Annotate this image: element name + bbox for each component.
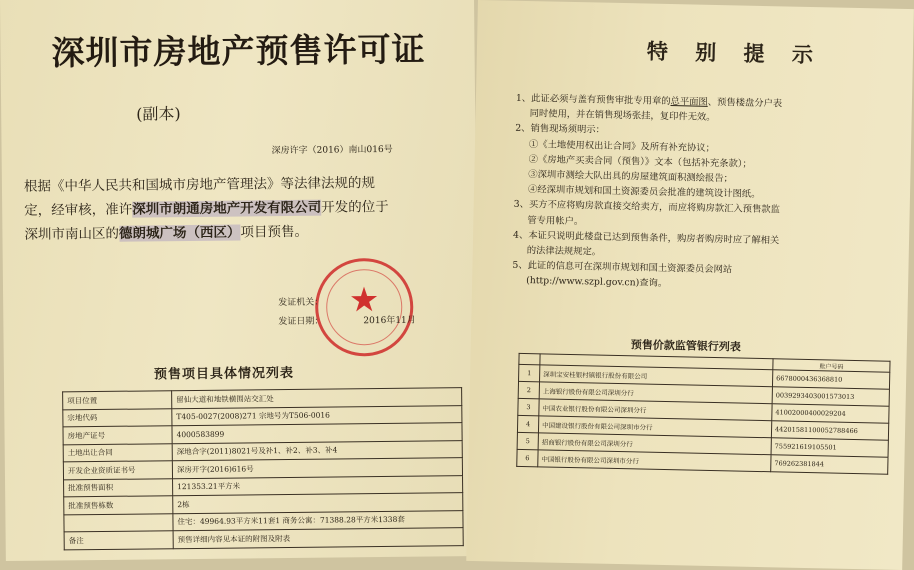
row-label: 项目位置 [63,391,172,410]
notice-text: 3、买方不应将购房款直接交给卖方，而应将购房款汇入预售款监 [513,199,781,216]
notice-text: ②《房地产买卖合同（预售）》文本（包括补充条款）； [528,153,752,170]
row-value: 深房开字(2016)616号 [172,458,462,479]
notice-text: 同时使用，并在销售现场张挂，复印件无效。 [529,108,716,124]
project-table-title: 预售项目具体情况列表 [153,365,295,383]
bank-account: 41002000400029204 [772,404,889,423]
notice-text: 1、此证必须与盖有预售审批专用章的 [515,92,671,108]
bank-name: 深圳宝安桂银村镇银行股份有限公司 [540,365,773,387]
table-row [64,528,463,550]
row-value: 住宅：49964.93平方米11套1 商务公寓：71388.28平方米1338套 [173,510,463,531]
bank-index: 4 [517,415,538,432]
bank-header-account: 账户号码 [773,359,890,372]
bank-account: 44201581100052788466 [771,421,888,440]
notice-text: 2、销售现场须明示： [515,123,606,137]
row-value: 深地合字(2011)8021号及补1、补2、补3、补4 [172,440,462,461]
bank-index: 1 [519,364,540,381]
notice-text: ①《土地使用权出让合同》及所有补充协议； [528,138,716,154]
notice-page [466,0,914,570]
issue-date-value: 2016年11月 [363,315,416,327]
notice-title: 特 别 提 示 [646,39,824,68]
bank-account: 6678000436368810 [772,370,889,389]
project-details-table [62,387,464,550]
permit-title: 深圳市房地产预售许可证 [51,29,426,73]
notice-text: 管专用帐户。 [527,214,584,227]
issue-date-label: 发证日期： [278,316,324,328]
notice-text: ③深圳市测绘大队出具的房屋建筑面积测绘报告； [528,169,733,185]
bank-index: 6 [517,449,538,466]
notice-text-post: 、预售楼盘分户表 [707,96,783,110]
row-value: 预售详细内容见本证的附图及附表 [173,528,463,549]
bank-name: 招商银行股份有限公司深圳分行 [538,433,771,455]
bank-account: 755921619105501 [771,438,888,457]
row-value: T405-0027(2008)271 宗地号为T506-0016 [172,405,462,426]
body-line-3-post: 项目预售。 [240,223,309,241]
bank-table [516,353,890,475]
row-value: 留仙大道和地铁横围站交汇处 [172,388,462,409]
project-name: 德朗城广场（西区） [118,224,241,242]
bank-account: 0039293403001573013 [772,387,889,406]
issue-date [278,313,416,327]
copy-label: (副本) [136,104,181,124]
body-line-2-pre: 定，经审核，准许 [24,201,133,219]
row-label: 房地产证号 [63,426,172,445]
row-value: 4000583899 [172,423,462,444]
row-value: 121353.21平方米 [173,475,463,496]
bank-index: 2 [518,381,539,398]
notice-text: 4、本证只说明此楼盘已达到预售条件，购房者购房时应了解相关 [512,229,780,247]
row-label: 批准预售面积 [64,478,173,497]
row-label: 备注 [64,531,173,550]
permit-body [24,170,445,246]
body-line-1: 根据《中华人民共和国城市房地产管理法》等法律法规的规 [23,175,376,195]
notice-underlined: 总平面图 [670,96,708,108]
notice-text: 5、此证的信息可在深圳市规划和国土资源委员会网站 [512,260,733,276]
permit-number: 深房许字（2016）南山016号 [271,144,393,157]
bank-name: 中国农业银行股份有限公司深圳分行 [539,399,772,421]
issuer-label: 发证机关： [278,297,324,309]
notice-list [512,91,896,297]
row-label: 宗地代码 [63,408,172,427]
bank-index: 5 [517,432,538,449]
notice-text: ④经深圳市规划和国土资源委员会批准的建筑设计图纸。 [527,184,761,201]
row-value: 2栋 [173,493,463,514]
bank-name: 中国建设银行股份有限公司深圳市分行 [538,416,771,438]
body-line-3-pre: 深圳市南山区的 [24,225,120,243]
developer-name: 深圳市朗通房地产开发有限公司 [132,199,322,218]
bank-account: 769262381844 [771,455,888,474]
bank-table-title: 预售价款监管银行列表 [630,338,741,354]
bank-name: 中国银行股份有限公司深圳市分行 [538,450,771,472]
official-seal [315,258,414,357]
row-label: 开发企业资质证书号 [63,461,172,480]
notice-text: 的法律法规规定。 [526,245,602,258]
body-line-2-post: 开发的位于 [321,198,389,216]
row-label [64,513,173,532]
bank-name: 上海银行股份有限公司深圳分行 [539,382,772,404]
bank-header-index [519,353,540,364]
row-label: 土地出让合同 [63,443,172,462]
row-label: 批准预售栋数 [64,496,173,515]
seal-star-icon: ★ [348,280,380,321]
notice-text: (http://www.szpl.gov.cn)查询。 [526,275,668,290]
bank-index: 3 [518,398,539,415]
